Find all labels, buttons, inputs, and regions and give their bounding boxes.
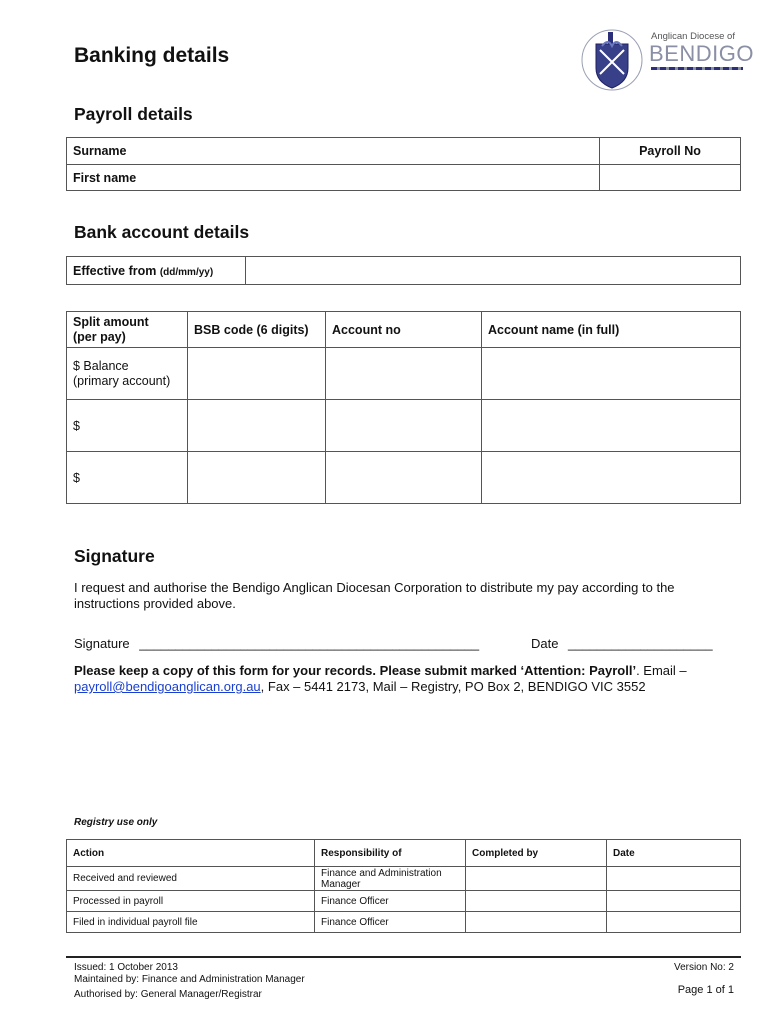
reg-row-2-action: Processed in payroll <box>67 891 315 912</box>
footer-maintained: Maintained by: Finance and Administration Manager <box>74 974 305 985</box>
diocese-logo <box>578 28 754 92</box>
authorise-text: I request and authorise the Bendigo Anglican Diocesan Corporation to distribute my pay according to the instructions provided above. <box>74 580 675 611</box>
bank-heading: Bank account details <box>74 222 250 242</box>
payroll-heading: Payroll details <box>74 104 193 124</box>
surname-label: Surname <box>67 138 600 165</box>
registry-table <box>66 839 741 933</box>
reg-row-3-action: Filed in individual payroll file <box>67 912 315 933</box>
col-split-amount: Split amount (per pay) <box>67 312 188 348</box>
logo-line-2: BENDIGO <box>649 41 754 66</box>
payroll-table <box>66 137 741 191</box>
reg-row-1-responsibility: Finance and Administration Manager <box>315 867 466 891</box>
payroll-no-field[interactable] <box>600 165 741 191</box>
reg-row-3-completed-by[interactable] <box>466 912 607 933</box>
date-line[interactable]: ____________________ <box>568 636 713 651</box>
submit-note-email-prefix: . Email – <box>636 663 687 678</box>
col-bsb: BSB code (6 digits) <box>188 312 326 348</box>
effective-date-field[interactable] <box>246 257 741 285</box>
account-name-field-3[interactable] <box>482 452 741 504</box>
footer-version: Version No: 2 <box>673 962 734 973</box>
bsb-field-2[interactable] <box>188 400 326 452</box>
signature-line[interactable]: _______________________________________________ <box>139 636 480 651</box>
payroll-no-label: Payroll No <box>600 138 741 165</box>
bank-table <box>66 311 741 504</box>
payroll-email-link[interactable]: payroll@bendigoanglican.org.au <box>74 679 261 694</box>
reg-row-2-date[interactable] <box>607 891 741 912</box>
footer-page: Page 1 of 1 <box>677 984 734 996</box>
reg-col-completed-by: Completed by <box>466 840 607 867</box>
date-label: Date <box>531 636 559 651</box>
footer-authorised: Authorised by: General Manager/Registrar <box>74 989 262 1000</box>
row-split-label-2: $ <box>67 400 188 452</box>
reg-row-1-completed-by[interactable] <box>466 867 607 891</box>
account-no-field-2[interactable] <box>326 400 482 452</box>
bsb-field-1[interactable] <box>188 348 326 400</box>
footer-issued: Issued: 1 October 2013 <box>74 962 178 973</box>
reg-row-1-date[interactable] <box>607 867 741 891</box>
row-balance-label: $ Balance (primary account) <box>67 348 188 400</box>
col-account-no: Account no <box>326 312 482 348</box>
reg-row-3-date[interactable] <box>607 912 741 933</box>
reg-row-2-completed-by[interactable] <box>466 891 607 912</box>
signature-heading: Signature <box>74 546 155 566</box>
page-title: Banking details <box>74 44 230 67</box>
diocese-crest-icon <box>578 28 648 92</box>
account-no-field-1[interactable] <box>326 348 482 400</box>
row-split-label-3: $ <box>67 452 188 504</box>
submit-note-rest: , Fax – 5441 2173, Mail – Registry, PO Box 2, BENDIGO VIC 3552 <box>260 679 646 694</box>
account-name-field-1[interactable] <box>482 348 741 400</box>
registry-heading: Registry use only <box>74 817 158 828</box>
footer-left <box>74 962 305 1001</box>
logo-line-1: Anglican Diocese of <box>651 31 735 42</box>
reg-col-responsibility: Responsibility of <box>315 840 466 867</box>
effective-hint: (dd/mm/yy) <box>159 266 214 278</box>
footer-divider <box>66 956 741 958</box>
reg-row-1-action: Received and reviewed <box>67 867 315 891</box>
reg-row-2-responsibility: Finance Officer <box>315 891 466 912</box>
first-name-label: First name <box>67 165 600 191</box>
reg-col-action: Action <box>67 840 315 867</box>
account-name-field-2[interactable] <box>482 400 741 452</box>
signature-label: Signature <box>74 636 130 651</box>
effective-label-cell <box>67 257 246 285</box>
submit-note <box>74 663 738 695</box>
logo-rule <box>651 67 743 70</box>
effective-table <box>66 256 741 285</box>
col-account-name: Account name (in full) <box>482 312 741 348</box>
submit-note-bold: Please keep a copy of this form for your records. Please submit marked ‘Attention: Payroll’ <box>74 663 637 678</box>
signature-row <box>74 636 738 652</box>
reg-col-date: Date <box>607 840 741 867</box>
bsb-field-3[interactable] <box>188 452 326 504</box>
effective-label: Effective from <box>73 263 157 278</box>
reg-row-3-responsibility: Finance Officer <box>315 912 466 933</box>
account-no-field-3[interactable] <box>326 452 482 504</box>
